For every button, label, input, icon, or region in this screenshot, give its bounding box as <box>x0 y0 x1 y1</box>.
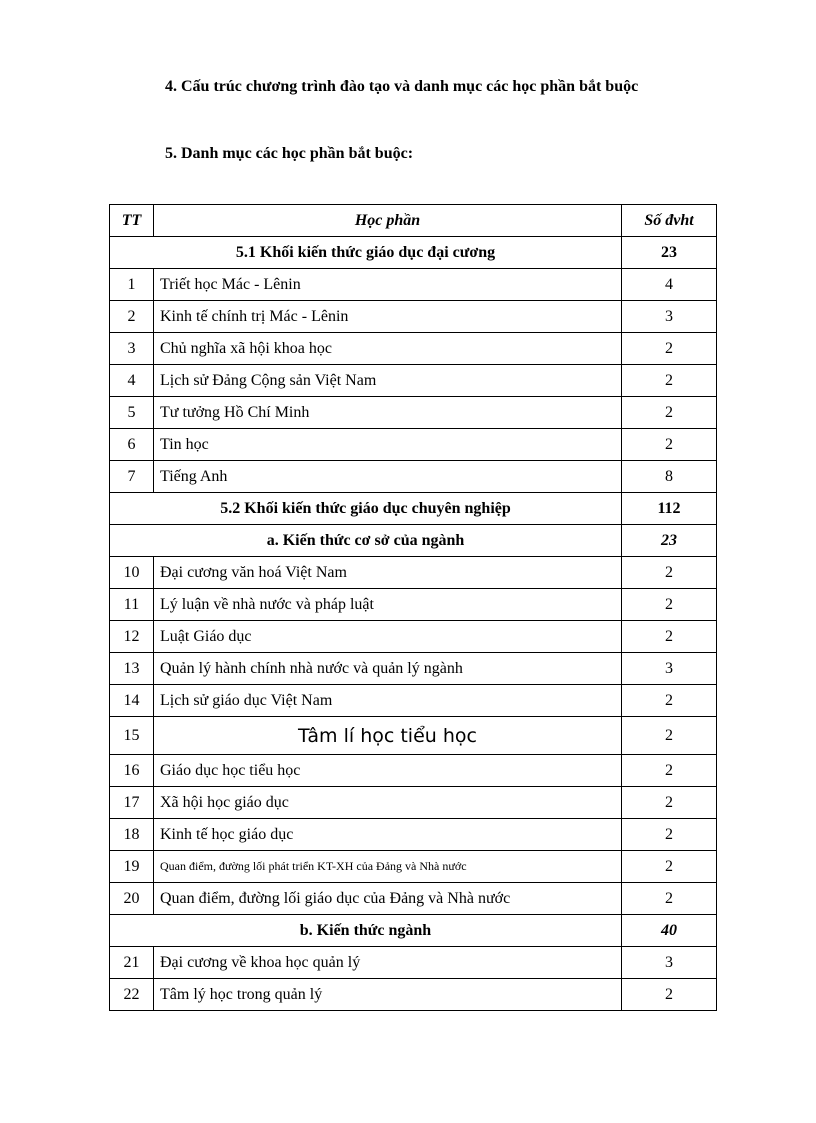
table-row <box>110 883 717 915</box>
credits-value: 112 <box>622 493 717 525</box>
table-row <box>110 979 717 1011</box>
table-row <box>110 717 717 755</box>
row-number: 17 <box>110 787 154 819</box>
table-row <box>110 429 717 461</box>
row-number: 3 <box>110 333 154 365</box>
table-row <box>110 653 717 685</box>
header-credits: Số đvht <box>622 205 717 237</box>
credits-value: 2 <box>622 755 717 787</box>
credits-value: 23 <box>622 237 717 269</box>
course-name: Tiếng Anh <box>154 461 622 493</box>
course-name: Tin học <box>154 429 622 461</box>
heading-section-4: 4. Cấu trúc chương trình đào tạo và danh mục các học phần bắt buộc <box>165 78 639 95</box>
row-number: 4 <box>110 365 154 397</box>
row-number: 21 <box>110 947 154 979</box>
row-number: 5 <box>110 397 154 429</box>
table-row <box>110 365 717 397</box>
credits-value: 2 <box>622 787 717 819</box>
section-title: 5.1 Khối kiến thức giáo dục đại cương <box>110 237 622 269</box>
credits-value: 2 <box>622 621 717 653</box>
row-number: 1 <box>110 269 154 301</box>
table-row <box>110 947 717 979</box>
credits-value: 3 <box>622 653 717 685</box>
subsection-row <box>110 525 717 557</box>
table-row <box>110 333 717 365</box>
course-name: Tâm lí học tiểu học <box>154 717 622 755</box>
header-course: Học phần <box>154 205 622 237</box>
row-number: 12 <box>110 621 154 653</box>
course-name: Kinh tế học giáo dục <box>154 819 622 851</box>
row-number: 6 <box>110 429 154 461</box>
row-number: 11 <box>110 589 154 621</box>
credits-value: 4 <box>622 269 717 301</box>
course-name: Xã hội học giáo dục <box>154 787 622 819</box>
row-number: 16 <box>110 755 154 787</box>
credits-value: 2 <box>622 819 717 851</box>
credits-value: 2 <box>622 717 717 755</box>
table-row <box>110 851 717 883</box>
credits-value: 2 <box>622 365 717 397</box>
course-name: Luật Giáo dục <box>154 621 622 653</box>
course-name: Quản lý hành chính nhà nước và quản lý ngành <box>154 653 622 685</box>
credits-value: 3 <box>622 947 717 979</box>
row-number: 19 <box>110 851 154 883</box>
row-number: 22 <box>110 979 154 1011</box>
credits-value: 2 <box>622 333 717 365</box>
credits-value: 2 <box>622 883 717 915</box>
course-name: Giáo dục học tiểu học <box>154 755 622 787</box>
course-name: Lịch sử Đảng Cộng sản Việt Nam <box>154 365 622 397</box>
row-number: 7 <box>110 461 154 493</box>
row-number: 18 <box>110 819 154 851</box>
table-header-row <box>110 205 717 237</box>
credits-value: 2 <box>622 397 717 429</box>
credits-value: 2 <box>622 979 717 1011</box>
row-number: 14 <box>110 685 154 717</box>
course-name: Đại cương văn hoá Việt Nam <box>154 557 622 589</box>
table-row <box>110 685 717 717</box>
row-number: 13 <box>110 653 154 685</box>
credits-value: 40 <box>622 915 717 947</box>
credits-value: 2 <box>622 429 717 461</box>
subsection-row <box>110 915 717 947</box>
header-tt: TT <box>110 205 154 237</box>
row-number: 15 <box>110 717 154 755</box>
course-name: Triết học Mác - Lênin <box>154 269 622 301</box>
table-row <box>110 397 717 429</box>
course-name: Kinh tế chính trị Mác - Lênin <box>154 301 622 333</box>
subsection-title: b. Kiến thức ngành <box>110 915 622 947</box>
table-row <box>110 621 717 653</box>
row-number: 10 <box>110 557 154 589</box>
heading-section-5: 5. Danh mục các học phần bắt buộc: <box>165 145 414 162</box>
credits-value: 2 <box>622 557 717 589</box>
course-name: Tâm lý học trong quản lý <box>154 979 622 1011</box>
subsection-title: a. Kiến thức cơ sở của ngành <box>110 525 622 557</box>
course-name: Tư tưởng Hồ Chí Minh <box>154 397 622 429</box>
table-row <box>110 589 717 621</box>
section-row <box>110 237 717 269</box>
credits-value: 8 <box>622 461 717 493</box>
table-row <box>110 269 717 301</box>
table-row <box>110 301 717 333</box>
table-row <box>110 557 717 589</box>
row-number: 2 <box>110 301 154 333</box>
table-row <box>110 787 717 819</box>
row-number: 20 <box>110 883 154 915</box>
section-row <box>110 493 717 525</box>
credits-value: 2 <box>622 589 717 621</box>
table-row <box>110 755 717 787</box>
table-row <box>110 819 717 851</box>
credits-value: 2 <box>622 685 717 717</box>
credits-value: 23 <box>622 525 717 557</box>
table-row <box>110 461 717 493</box>
course-table <box>109 204 717 1011</box>
course-name: Lý luận về nhà nước và pháp luật <box>154 589 622 621</box>
section-title: 5.2 Khối kiến thức giáo dục chuyên nghiệp <box>110 493 622 525</box>
course-name: Quan điểm, đường lối phát triển KT-XH của Đảng và Nhà nước <box>154 851 622 883</box>
credits-value: 2 <box>622 851 717 883</box>
course-name: Lịch sử giáo dục Việt Nam <box>154 685 622 717</box>
course-name: Quan điểm, đường lối giáo dục của Đảng và Nhà nước <box>154 883 622 915</box>
credits-value: 3 <box>622 301 717 333</box>
course-name: Đại cương về khoa học quản lý <box>154 947 622 979</box>
course-name: Chủ nghĩa xã hội khoa học <box>154 333 622 365</box>
